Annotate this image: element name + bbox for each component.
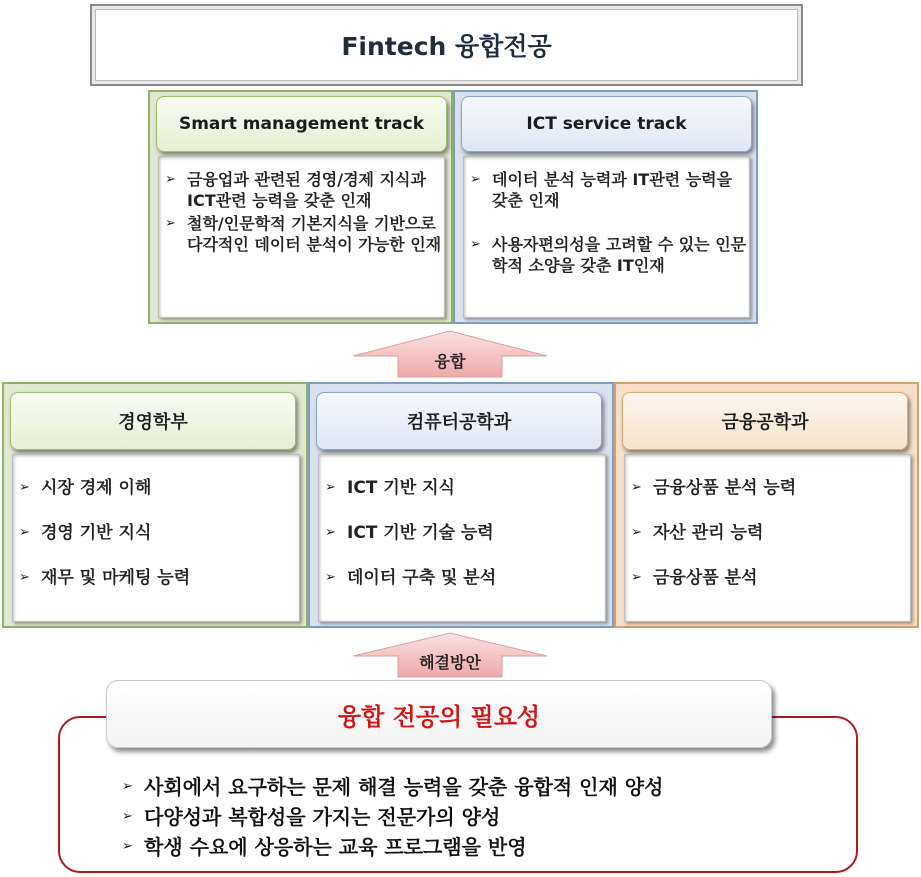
title-box [90,4,803,86]
arrow-bullet-icon: ➢ [325,570,336,585]
list-item: ➢ 금융업과 관련된 경영/경제 지식과 ICT관련 능력을 갖춘 인재 [165,170,426,210]
arrow-bullet-icon: ➢ [19,570,30,585]
list-item: ➢ 경영 기반 지식 [19,523,152,543]
arrow-bullet-icon: ➢ [165,172,176,187]
arrow-bullet-icon: ➢ [19,525,30,540]
list-item: ➢ 학생 수요에 상응하는 교육 프로그램을 반영 [116,832,663,862]
arrow-bullet-icon: ➢ [325,525,336,540]
list-item: ➢ 금융상품 분석 [631,568,758,588]
dept-business [2,382,308,628]
dept-header: 컴퓨터공학과 [316,392,602,450]
arrow-bullet-icon: ➢ [122,839,133,854]
arrow-bullet-icon: ➢ [325,480,336,495]
arrow-bullet-icon: ➢ [165,216,176,231]
arrow-bullet-icon: ➢ [470,237,481,252]
dept-computer-engineering [308,382,614,628]
list-item: ➢ 데이터 구축 및 분석 [325,568,497,588]
fusion-arrow [352,330,548,378]
track-smart-management [148,90,453,324]
arrow-bullet-icon: ➢ [19,480,30,495]
solution-arrow [352,632,548,678]
page-title: Fintech 융합전공 [341,32,552,61]
track-ict-service [453,90,758,324]
arrow-bullet-icon: ➢ [631,570,642,585]
list-item: ➢ 데이터 분석 능력과 IT관련 능력을 갖춘 인재 [470,170,733,210]
arrow-bullet-icon: ➢ [631,480,642,495]
list-item: ➢ ICT 기반 지식 [325,478,455,498]
track-header: ICT service track [461,96,752,152]
dept-financial-engineering [614,382,919,628]
track-content [463,156,750,318]
arrow-bullet-icon: ➢ [470,172,481,187]
list-item: ➢ 자산 관리 능력 [631,523,764,543]
dept-content [12,454,300,622]
track-content [158,156,445,318]
dept-header: 경영학부 [10,392,296,450]
dept-header: 금융공학과 [622,392,908,450]
list-item: ➢ 철학/인문학적 기본지식을 기반으로 다각적인 데이터 분석이 가능한 인재 [165,214,442,254]
track-header: Smart management track [156,96,447,152]
list-item: ➢ 사용자편의성을 고려할 수 있는 인문학적 소양을 갖춘 IT인재 [470,235,747,275]
list-item: ➢ 다양성과 복합성을 가지는 전문가의 양성 [116,802,663,832]
list-item: ➢ 시장 경제 이해 [19,478,152,498]
dept-content [318,454,606,622]
list-item: ➢ 금융상품 분석 능력 [631,478,797,498]
list-item: ➢ 사회에서 요구하는 문제 해결 능력을 갖춘 융합적 인재 양성 [116,772,663,802]
fusion-label: 융합 [434,352,466,371]
list-item: ➢ ICT 기반 기술 능력 [325,523,494,543]
necessity-title: 융합 전공의 필요성 [106,680,772,748]
dept-content [624,454,911,622]
arrow-bullet-icon: ➢ [122,779,133,794]
arrow-bullet-icon: ➢ [122,809,133,824]
arrow-bullet-icon: ➢ [631,525,642,540]
solution-label: 해결방안 [419,653,481,672]
list-item: ➢ 재무 및 마케팅 능력 [19,568,191,588]
